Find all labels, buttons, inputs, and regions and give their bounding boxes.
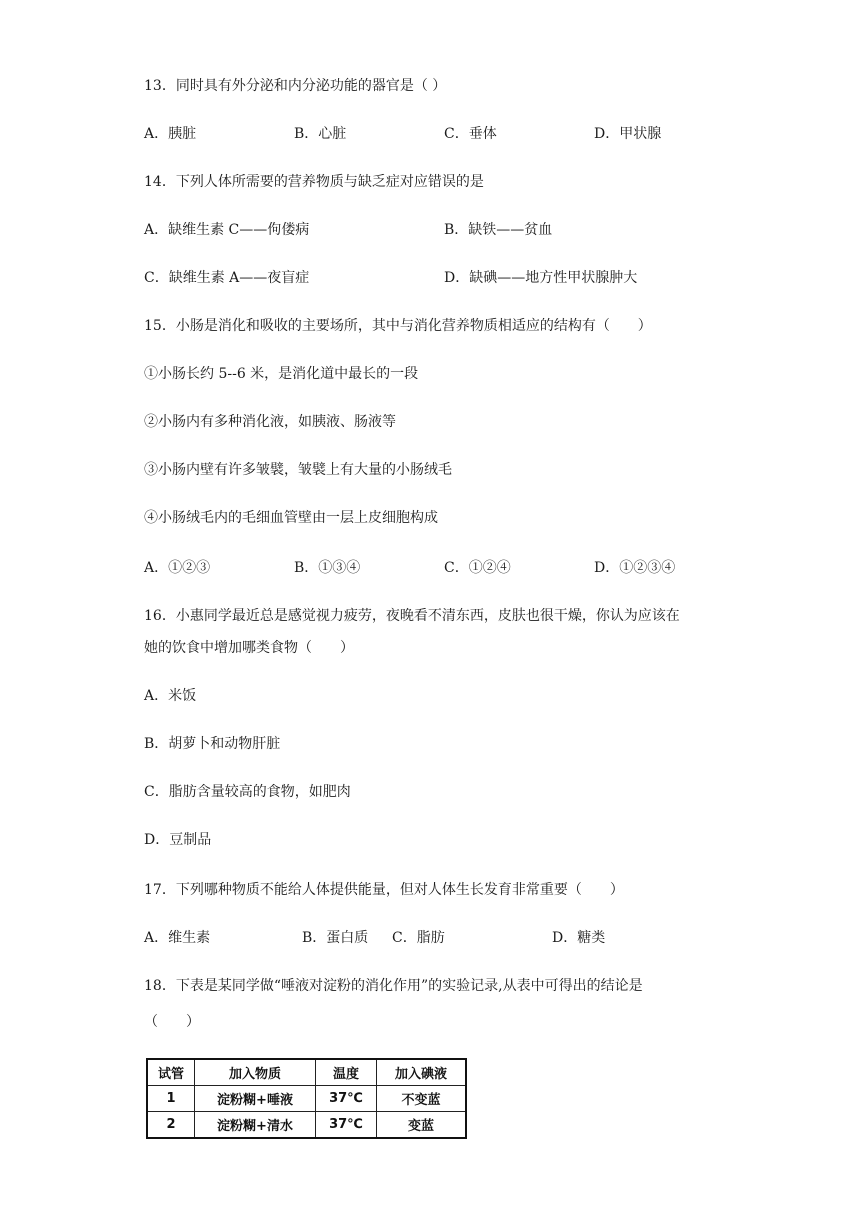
q13-option-d: D．甲状腺 [594, 126, 662, 142]
q15-statement-2: ②小肠内有多种消化液，如胰液、肠液等 [144, 414, 396, 430]
question-17-stem: 17．下列哪种物质不能给人体提供能量，但对人体生长发育非常重要（ ） [144, 882, 624, 898]
q16-option-b: B．胡萝卜和动物肝脏 [144, 736, 281, 752]
table-cell: 不变蓝 [377, 1086, 467, 1112]
question-16-stem-line-2: 她的饮食中增加哪类食物（ ） [144, 640, 354, 656]
table-row [147, 1086, 466, 1112]
q15-statement-3: ③小肠内壁有许多皱襞，皱襞上有大量的小肠绒毛 [144, 462, 452, 478]
table-cell: 37℃ [316, 1086, 377, 1112]
q17-option-a: A．维生素 [144, 930, 211, 946]
q17-option-b: B．蛋白质 [302, 930, 369, 946]
q16-option-d: D．豆制品 [144, 832, 212, 848]
question-13-stem: 13．同时具有外分泌和内分泌功能的器官是（ ） [144, 78, 447, 94]
question-18-stem-line-2: （ ） [144, 1014, 200, 1030]
question-18-stem-line-1: 18．下表是某同学做“唾液对淀粉的消化作用”的实验记录,从表中可得出的结论是 [144, 978, 643, 994]
question-15-stem: 15．小肠是消化和吸收的主要场所，其中与消化营养物质相适应的结构有（ ） [144, 318, 652, 334]
table-header-cell: 试管 [147, 1059, 195, 1086]
q14-option-a: A．缺维生素 C——佝偻病 [144, 222, 310, 238]
q14-option-b: B．缺铁——贫血 [444, 222, 553, 238]
table-cell: 2 [147, 1112, 195, 1139]
q15-option-b: B．①③④ [294, 560, 361, 576]
table-header-row [147, 1059, 466, 1086]
q14-option-d: D．缺碘——地方性甲状腺肿大 [444, 270, 638, 286]
experiment-table [146, 1058, 467, 1139]
table-row [147, 1112, 466, 1139]
q15-statement-1: ①小肠长约 5--6 米，是消化道中最长的一段 [144, 366, 419, 382]
table-cell: 1 [147, 1086, 195, 1112]
q15-option-d: D．①②③④ [594, 560, 676, 576]
table-cell: 淀粉糊+唾液 [195, 1086, 316, 1112]
q13-option-c: C．垂体 [444, 126, 497, 142]
q13-option-a: A．胰脏 [144, 126, 197, 142]
table-header-cell: 加入物质 [195, 1059, 316, 1086]
table-cell: 淀粉糊+清水 [195, 1112, 316, 1139]
table-cell: 37℃ [316, 1112, 377, 1139]
q13-option-b: B．心脏 [294, 126, 347, 142]
table-header-cell: 加入碘液 [377, 1059, 467, 1086]
question-16-stem-line-1: 16．小惠同学最近总是感觉视力疲劳，夜晚看不清东西，皮肤也很干燥，你认为应该在 [144, 608, 680, 624]
q16-option-c: C．脂肪含量较高的食物，如肥肉 [144, 784, 351, 800]
q15-statement-4: ④小肠绒毛内的毛细血管壁由一层上皮细胞构成 [144, 510, 438, 526]
q17-option-d: D．糖类 [552, 930, 606, 946]
q15-option-a: A．①②③ [144, 560, 211, 576]
q17-option-c: C．脂肪 [392, 930, 445, 946]
q16-option-a: A．米饭 [144, 688, 197, 704]
table-cell: 变蓝 [377, 1112, 467, 1139]
question-14-stem: 14．下列人体所需要的营养物质与缺乏症对应错误的是 [144, 174, 484, 190]
table-header-cell: 温度 [316, 1059, 377, 1086]
q14-option-c: C．缺维生素 A——夜盲症 [144, 270, 310, 286]
q15-option-c: C．①②④ [444, 560, 511, 576]
